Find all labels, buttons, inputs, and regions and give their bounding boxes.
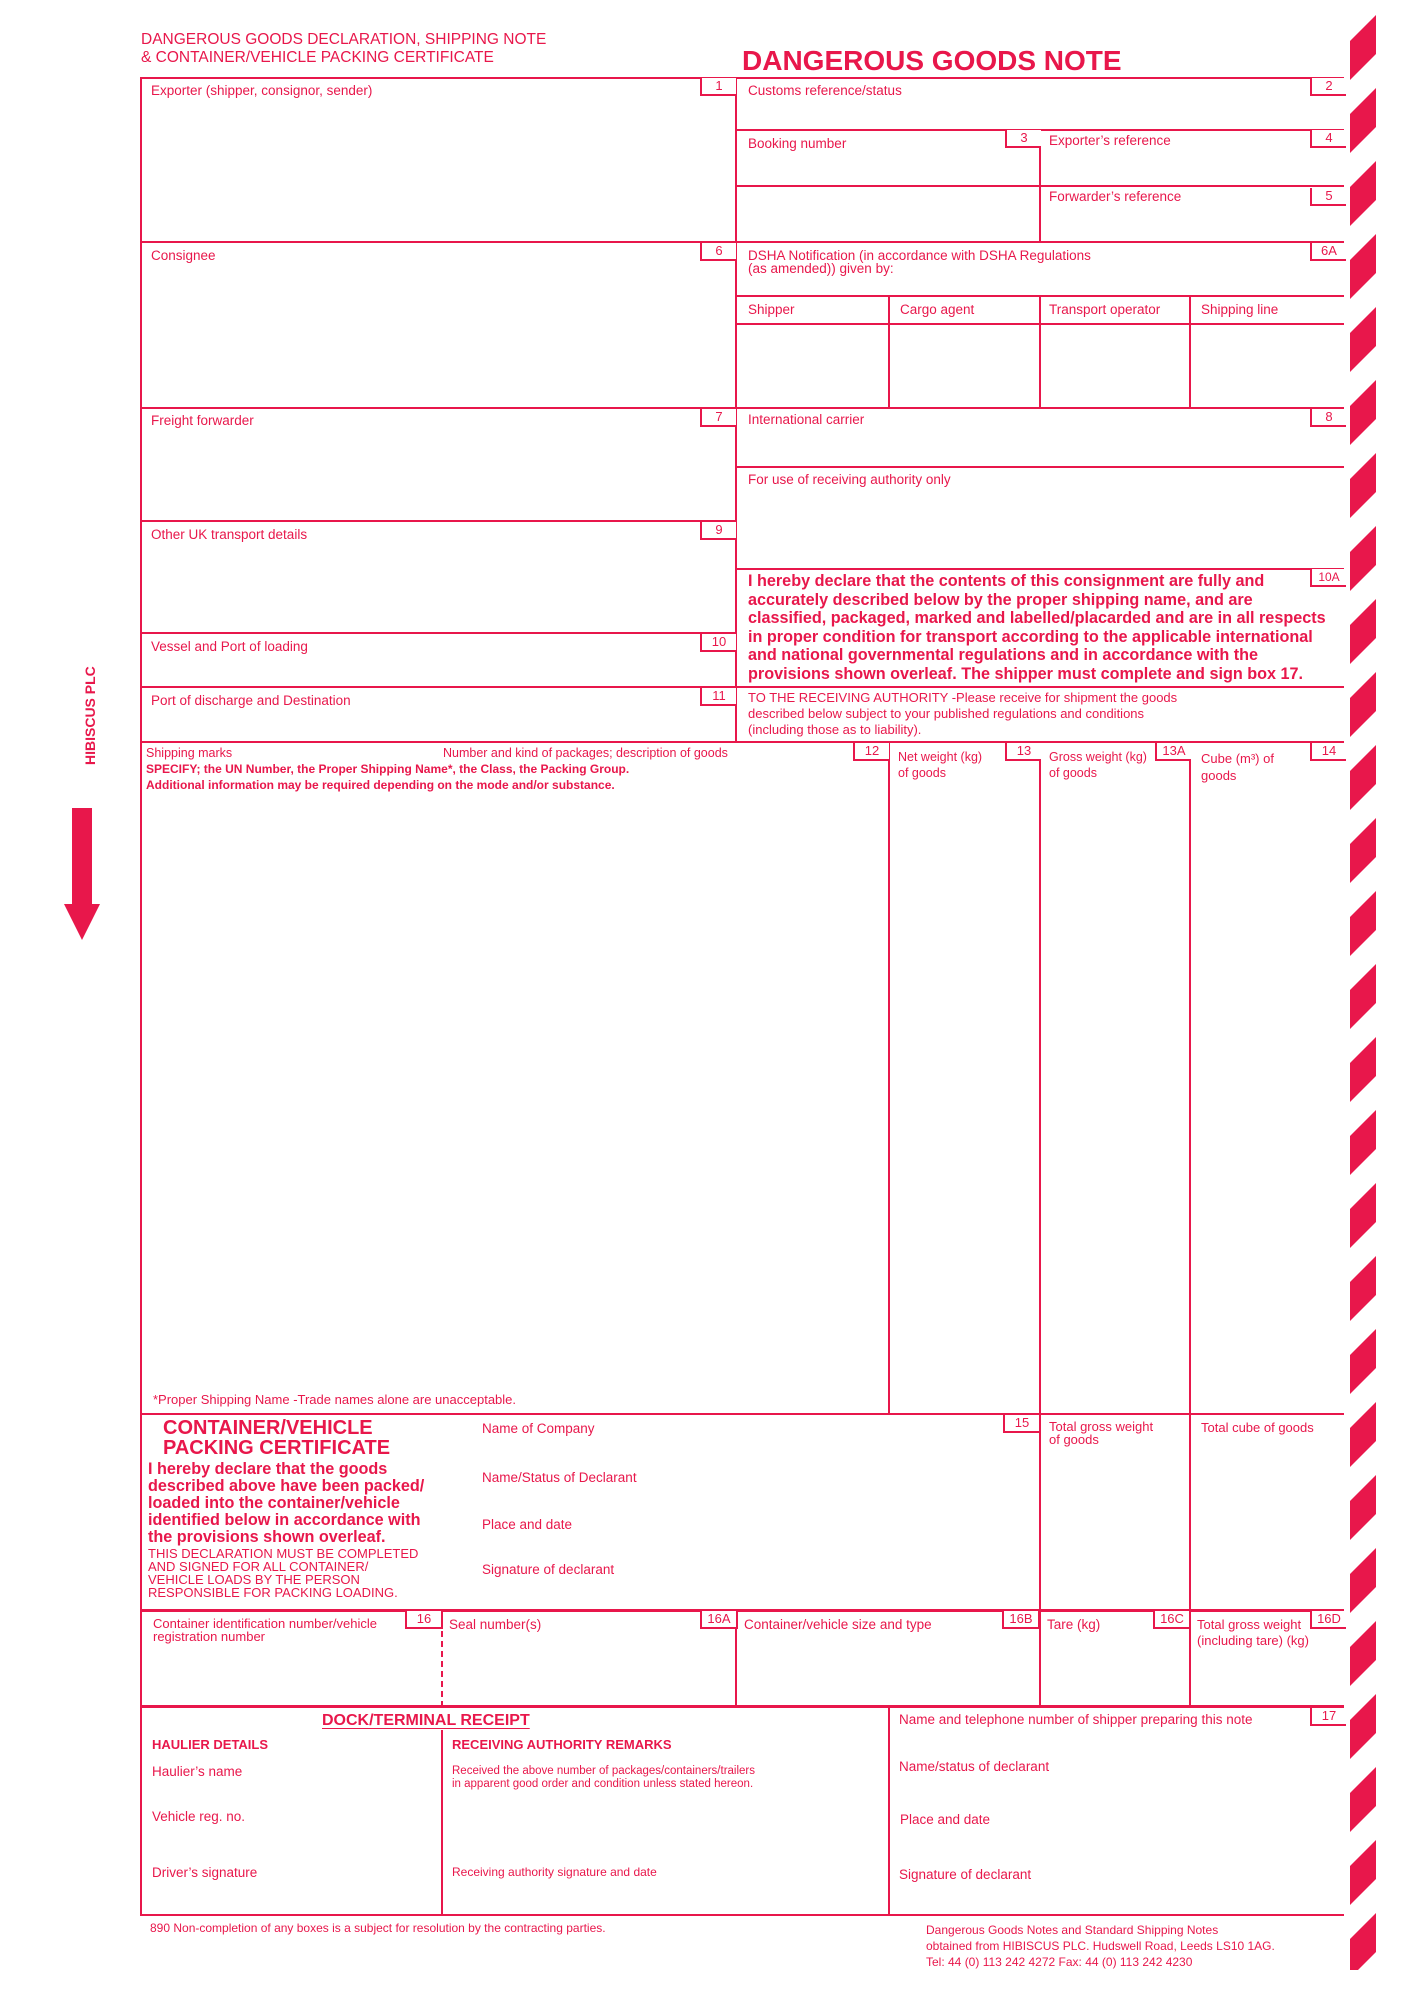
box-12-number: 12 [853, 743, 889, 761]
driver-signature-field[interactable] [142, 1883, 439, 1913]
box-17-shipper-contact-field[interactable] [890, 1730, 1342, 1760]
box-16b-label: Container/vehicle size and type [744, 1617, 932, 1632]
driver-signature-label: Driver’s signature [152, 1865, 258, 1880]
box-14-label-line-1: Cube (m³) of [1201, 751, 1274, 766]
total-gross-line-1: Total gross weight [1049, 1419, 1154, 1434]
box-5-label: Forwarder’s reference [1049, 189, 1182, 204]
box-6a-number: 6A [1310, 243, 1346, 261]
dsha-transport-operator-field[interactable] [1041, 325, 1188, 406]
box-17-declarant-label: Name/status of declarant [899, 1759, 1050, 1774]
box-16a-number: 16A [700, 1611, 738, 1629]
down-arrow-icon [64, 808, 100, 953]
box-17-signature-label: Signature of declarant [899, 1867, 1032, 1882]
box-16c-number: 16C [1153, 1611, 1191, 1629]
box-16c-label: Tare (kg) [1047, 1617, 1101, 1632]
footer-supplier [926, 1922, 1275, 1970]
box-9-label: Other UK transport details [151, 527, 308, 542]
box-16a-label: Seal number(s) [449, 1617, 542, 1632]
vehicle-reg-label: Vehicle reg. no. [152, 1809, 246, 1824]
box-12-description-label: Number and kind of packages; description of goods [443, 746, 728, 760]
box-15-total-cube-label: Total cube of goods [1201, 1420, 1314, 1435]
box-1-label: Exporter (shipper, consignor, sender) [151, 83, 373, 98]
box-17-shipper-contact-label: Name and telephone number of shipper preparing this note [899, 1712, 1253, 1727]
packing-company-field[interactable] [480, 1438, 980, 1466]
box-12-additional-note: Additional information may be required depending on the mode and/or substance. [146, 778, 615, 792]
box-1-number: 1 [700, 78, 736, 96]
declaration-line: in proper condition for transport according to the applicable international [748, 627, 1313, 646]
receiving-authority-only-field[interactable] [737, 490, 1342, 567]
box-13a-gross-weight-field[interactable] [1041, 785, 1188, 1412]
footer-note: 890 Non-completion of any boxes is a subject for resolution by the contracting parties. [150, 1921, 606, 1935]
remarks-line-1: Received the above number of packages/containers/trailers [452, 1765, 756, 1777]
dsha-col-shipping-line: Shipping line [1201, 302, 1279, 317]
box-12-footnote: *Proper Shipping Name -Trade names alone are unacceptable. [153, 1392, 517, 1407]
dsha-shipper-field[interactable] [737, 325, 887, 406]
box-3-number: 3 [1005, 130, 1041, 148]
box-13a-number: 13A [1155, 743, 1191, 761]
box-16d-label-line-2: (including tare) (kg) [1197, 1633, 1309, 1648]
box-10-number: 10 [700, 634, 736, 652]
note-line: TO THE RECEIVING AUTHORITY -Please receive for shipment the goods [748, 690, 1178, 705]
receiving-authority-note [748, 690, 1177, 738]
packing-declarant-field[interactable] [480, 1487, 980, 1515]
box-12-shipping-marks-label: Shipping marks [146, 746, 233, 760]
box-14-cube-field[interactable] [1191, 785, 1342, 1412]
packing-title-line-2: PACKING CERTIFICATE [163, 1437, 391, 1459]
packing-place-date-field[interactable] [480, 1534, 980, 1562]
packing-notice-line: RESPONSIBLE FOR PACKING LOADING. [148, 1585, 398, 1600]
haulier-name-field[interactable] [142, 1782, 439, 1807]
box-16b-number: 16B [1002, 1611, 1040, 1629]
box-9-number: 9 [700, 522, 736, 540]
box-11-label: Port of discharge and Destination [151, 693, 351, 708]
total-gross-line-2: of goods [1049, 1432, 1099, 1447]
packing-declaration [148, 1461, 424, 1546]
declaration-line: accurately described below by the proper shipping name, and are [748, 590, 1253, 609]
box-13-net-weight-field[interactable] [890, 785, 1038, 1412]
packing-notice-line: THIS DECLARATION MUST BE COMPLETED [148, 1546, 419, 1561]
dsha-cargo-agent-field[interactable] [890, 325, 1038, 406]
note-line: (including those as to liability). [748, 722, 922, 737]
box-17-declarant-field[interactable] [890, 1777, 1342, 1809]
footer-supplier-line-3: Tel: 44 (0) 113 242 4272 Fax: 44 (0) 113 242 4230 [926, 1955, 1193, 1969]
packing-notice-line: VEHICLE LOADS BY THE PERSON [148, 1572, 360, 1587]
haulier-heading: HAULIER DETAILS [152, 1737, 269, 1752]
box-17-place-date-field[interactable] [890, 1830, 1342, 1863]
box-11-discharge-field[interactable] [142, 710, 734, 740]
remarks-signature-field[interactable] [444, 1883, 886, 1913]
vehicle-reg-field[interactable] [142, 1827, 439, 1862]
box-13a-label [1049, 749, 1147, 781]
box-12-specify-note: SPECIFY; the UN Number, the Proper Shipping Name*, the Class, the Packing Group. [146, 762, 630, 776]
box-8-number: 8 [1310, 409, 1346, 427]
box-13-label [898, 749, 982, 781]
declaration-line: classified, packaged, marked and labelled/placarded and are in all respects [748, 609, 1326, 628]
form-title: DANGEROUS GOODS NOTE [742, 45, 1122, 76]
box-13a-label-line-2: of goods [1049, 766, 1097, 780]
box-12-goods-description-field[interactable] [142, 795, 886, 1385]
box-6a-label-line-1: DSHA Notification (in accordance with DSHA Regulations [748, 248, 1091, 263]
box-4-label: Exporter’s reference [1049, 133, 1171, 148]
box-17-number: 17 [1310, 1708, 1346, 1726]
box-15-number: 15 [1003, 1415, 1041, 1433]
packing-declaration-line: described above have been packed/ [148, 1477, 425, 1495]
receiving-authority-only-label: For use of receiving authority only [748, 472, 951, 487]
box-6-consignee-field[interactable] [142, 266, 734, 406]
dsha-shipping-line-field[interactable] [1191, 325, 1342, 406]
packing-notice-line: AND SIGNED FOR ALL CONTAINER/ [148, 1559, 369, 1574]
box-16d-total-gross-field[interactable] [1191, 1652, 1342, 1705]
subtitle-line-1: DANGEROUS GOODS DECLARATION, SHIPPING NOTE [141, 31, 547, 48]
remarks-text [452, 1765, 755, 1791]
box-15-total-cube-field[interactable] [1191, 1440, 1342, 1608]
box-16-label [153, 1617, 377, 1643]
box-2-customs-field[interactable] [737, 100, 1342, 128]
hazard-stripe [1348, 0, 1380, 1994]
box-14-label [1201, 750, 1274, 784]
dsha-col-transport-operator: Transport operator [1049, 302, 1161, 317]
note-line: described below subject to your published regulations and conditions [748, 706, 1145, 721]
company-vertical-label: HIBISCUS PLC [82, 666, 98, 765]
remarks-heading: RECEIVING AUTHORITY REMARKS [452, 1737, 672, 1752]
box-14-number: 14 [1310, 743, 1346, 761]
packing-declaration-line: identified below in accordance with [148, 1511, 421, 1529]
packing-certificate-title [163, 1418, 390, 1458]
box-10a-number: 10A [1310, 569, 1346, 587]
packing-notice [148, 1547, 418, 1599]
box-10-vessel-field[interactable] [142, 655, 734, 685]
declaration-line: and national governmental regulations and in accordance with the [748, 646, 1258, 665]
box-1-exporter-field[interactable] [142, 100, 734, 240]
box-13-label-line-1: Net weight (kg) [898, 750, 983, 764]
box-16a-seal-field[interactable] [444, 1635, 734, 1705]
dsha-col-shipper: Shipper [748, 302, 795, 317]
box-13-label-line-2: of goods [898, 766, 946, 780]
packing-declaration-line: loaded into the container/vehicle [148, 1494, 400, 1512]
packing-signature-label: Signature of declarant [482, 1562, 615, 1577]
packing-place-date-label: Place and date [482, 1517, 573, 1532]
box-10a-declaration [748, 572, 1326, 684]
box-5-number: 5 [1310, 188, 1346, 206]
box-16-number: 16 [405, 1611, 443, 1629]
footer-supplier-line-2: obtained from HIBISCUS PLC. Hudswell Road, Leeds LS10 1AG. [926, 1939, 1275, 1953]
remarks-field[interactable] [444, 1795, 886, 1860]
packing-company-label: Name of Company [482, 1421, 595, 1436]
box-16b-size-type-field[interactable] [737, 1635, 1037, 1705]
box-13-number: 13 [1005, 743, 1041, 761]
box-7-number: 7 [700, 409, 736, 427]
box-6-label: Consignee [151, 248, 216, 263]
remarks-line-2: in apparent good order and condition unless stated hereon. [452, 1778, 754, 1790]
box-6-number: 6 [700, 243, 736, 261]
haulier-name-label: Haulier’s name [152, 1764, 243, 1779]
box-17-place-date-label: Place and date [900, 1812, 991, 1827]
box-16-label-line-2: registration number [153, 1629, 265, 1644]
box-8-label: International carrier [748, 412, 865, 427]
box-15-total-gross-field[interactable] [1041, 1450, 1188, 1608]
subtitle-line-2: & CONTAINER/VEHICLE PACKING CERTIFICATE [141, 49, 494, 66]
box-3-label: Booking number [748, 136, 847, 151]
box-17-signature-field[interactable] [890, 1885, 1342, 1913]
dsha-col-cargo-agent: Cargo agent [900, 302, 975, 317]
box-11-number: 11 [700, 688, 736, 706]
box-16-label-line-1: Container identification number/vehicle [153, 1616, 378, 1631]
box-8-carrier-field[interactable] [737, 430, 1342, 465]
box-6a-label-line-2: (as amended)) given by: [748, 261, 894, 276]
box-10-label: Vessel and Port of loading [151, 639, 308, 654]
declaration-line: I hereby declare that the contents of this consignment are fully and [748, 572, 1265, 590]
box-6a-label [748, 249, 1091, 275]
box-13a-label-line-1: Gross weight (kg) [1049, 750, 1147, 764]
box-2-label: Customs reference/status [748, 83, 902, 98]
box-7-label: Freight forwarder [151, 413, 254, 428]
box-16d-label-line-1: Total gross weight [1197, 1617, 1302, 1632]
packing-declaration-line: I hereby declare that the goods [148, 1460, 388, 1478]
box-16c-tare-field[interactable] [1041, 1635, 1188, 1705]
remarks-signature-label: Receiving authority signature and date [452, 1865, 657, 1879]
box-4-number: 4 [1310, 130, 1346, 148]
box-16d-number: 16D [1310, 1611, 1346, 1629]
declaration-line: provisions shown overleaf. The shipper must complete and sign box 17. [748, 664, 1303, 683]
form-subtitle [141, 31, 546, 67]
box-2-number: 2 [1310, 78, 1346, 96]
box-15-total-gross-label [1049, 1420, 1153, 1446]
box-9-uk-transport-field[interactable] [142, 544, 734, 631]
dock-receipt-title: DOCK/TERMINAL RECEIPT [322, 1712, 530, 1729]
box-4-exporter-ref-field[interactable] [1041, 152, 1342, 184]
box-16-container-id-field[interactable] [142, 1645, 439, 1705]
box-16d-label [1197, 1617, 1309, 1649]
box-3-booking-field[interactable] [737, 152, 1037, 184]
packing-declaration-line: the provisions shown overleaf. [148, 1528, 386, 1546]
footer-supplier-line-1: Dangerous Goods Notes and Standard Shipping Notes [926, 1923, 1219, 1937]
packing-signature-field[interactable] [480, 1579, 980, 1607]
box-7-freight-forwarder-field[interactable] [142, 430, 734, 519]
packing-declarant-label: Name/Status of Declarant [482, 1470, 637, 1485]
packing-title-line-1: CONTAINER/VEHICLE [163, 1417, 373, 1439]
box-5-forwarder-ref-field[interactable] [1041, 206, 1342, 240]
box-14-label-line-2: goods [1201, 768, 1237, 783]
